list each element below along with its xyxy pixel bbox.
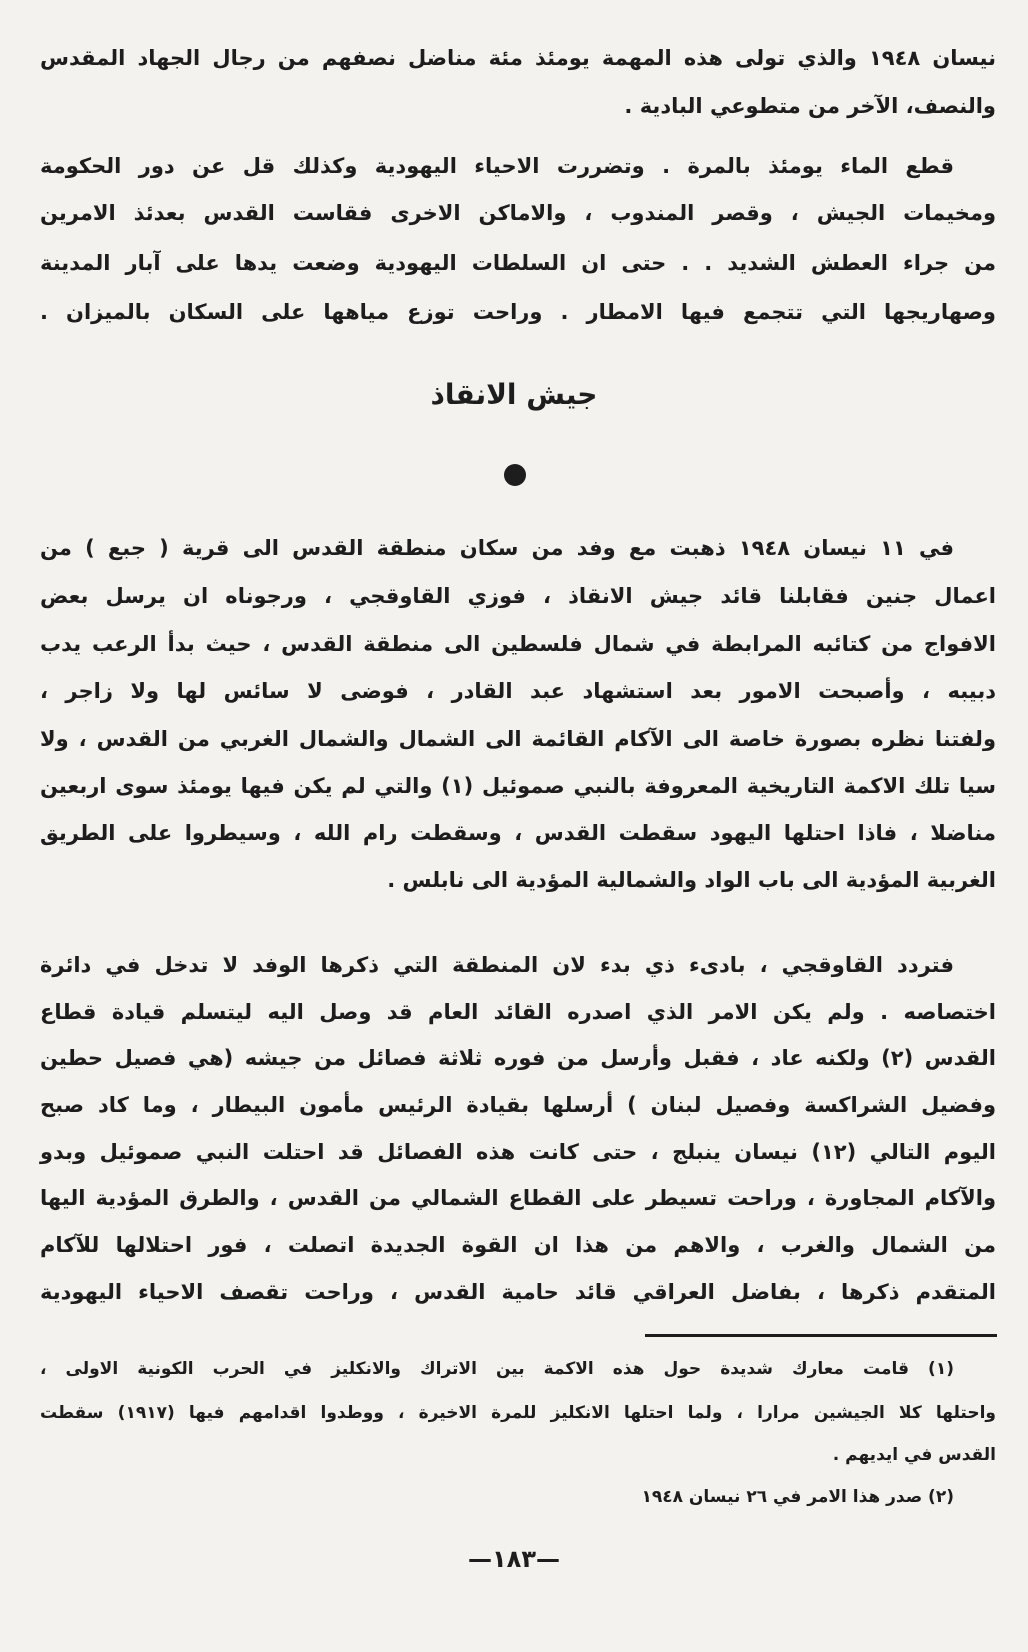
text-line: اعمال جنين فقابلنا قائد جيش الانقاذ ، فوزي القاوقجي ، ورجوناه ان يرسل بعض <box>40 584 996 608</box>
text-line: وصهاريجها التي تتجمع فيها الامطار . وراحت توزع مياهها على السكان بالميزان . <box>40 300 996 324</box>
text-line: ومخيمات الجيش ، وقصر المندوب ، والاماكن الاخرى فقاست القدس بعدئذ الامرين <box>40 201 996 225</box>
text-line: قطع الماء يومئذ بالمرة . وتضررت الاحياء اليهودية وكذلك قل عن دور الحكومة <box>40 154 954 178</box>
text-line: والنصف، الآخر من متطوعي البادية . <box>624 94 996 118</box>
page-number: —١٨٣— <box>468 1545 560 1573</box>
text-line: القدس (٢) ولكنه عاد ، فقبل وأرسل من فوره ثلاثة فصائل من جيشه (هي فصيل حطين <box>40 1046 996 1070</box>
bullet-ornament <box>504 464 526 486</box>
footnote-line: القدس في ايديهم . <box>832 1445 996 1465</box>
text-line: الغربية المؤدية الى باب الواد والشمالية المؤدية الى نابلس . <box>387 868 996 892</box>
text-line: اختصاصه . ولم يكن الامر الذي اصدره القائد العام قد وصل اليه ليتسلم قيادة قطاع <box>40 1000 996 1024</box>
text-line: فتردد القاوقجي ، بادىء ذي بدء لان المنطقة التي ذكرها الوفد لا تدخل في دائرة <box>40 953 954 977</box>
text-line: في ١١ نيسان ١٩٤٨ ذهبت مع وفد من سكان منطقة القدس الى قرية ( جبع ) من <box>40 536 955 560</box>
text-line: سيا تلك الاكمة التاريخية المعروفة بالنبي صموئيل (١) والتي لم يكن فيها يومئذ سوى اربعين <box>40 774 997 798</box>
section-heading: جيش الانقاذ <box>430 378 598 411</box>
footnote-divider <box>645 1334 997 1337</box>
footnote-line: واحتلها كلا الجيشين مرارا ، ولما احتلها الانكليز للمرة الاخيرة ، ووطدوا اقدامهم فيها (١٩١٧) سقطت <box>40 1403 996 1423</box>
text-line: ولفتنا نظره بصورة خاصة الى الآكام القائمة الى الشمال والشمال الغربي من القدس ، ولا <box>40 727 996 751</box>
text-line: المتقدم ذكرها ، بفاضل العراقي قائد حامية القدس ، وراحت تقصف الاحياء اليهودية <box>40 1280 996 1304</box>
text-line: نيسان ١٩٤٨ والذي تولى هذه المهمة يومئذ مئة مناضل نصفهم من رجال الجهاد المقدس <box>40 46 996 70</box>
text-line: من الشمال والغرب ، والاهم من هذا ان القوة الجديدة اتصلت ، فور احتلالها للآكام <box>40 1233 996 1257</box>
text-line: دبيبه ، وأصبحت الامور بعد استشهاد عبد القادر ، فوضى لا سائس لها ولا زاجر ، <box>40 679 996 703</box>
text-line: مناضلا ، فاذا احتلها اليهود سقطت القدس ، وسقطت رام الله ، وسيطروا على الطريق <box>40 821 996 845</box>
text-line: من جراء العطش الشديد . . حتى ان السلطات اليهودية وضعت يدها على آبار المدينة <box>40 251 996 275</box>
text-line: الافواج من كتائبه المرابطة في شمال فلسطين الى منطقة القدس ، حيث بدأ الرعب يدب <box>40 632 996 656</box>
text-line: وفضيل الشراكسة وفصيل لبنان ) أرسلها بقيادة الرئيس مأمون البيطار ، وما كاد صبح <box>40 1093 996 1117</box>
text-line: والآكام المجاورة ، وراحت تسيطر على القطاع الشمالي من القدس ، والطرق المؤدية اليها <box>40 1186 996 1210</box>
footnote-line: (١) قامت معارك شديدة حول هذه الاكمة بين الاتراك والانكليز في الحرب الكونية الاولى ، <box>40 1359 954 1379</box>
text-line: اليوم التالي (١٢) نيسان ينبلج ، حتى كانت هذه الفصائل قد احتلت النبي صموئيل وبدو <box>40 1140 996 1164</box>
footnote-line: (٢) صدر هذا الامر في ٢٦ نيسان ١٩٤٨ <box>641 1487 954 1507</box>
